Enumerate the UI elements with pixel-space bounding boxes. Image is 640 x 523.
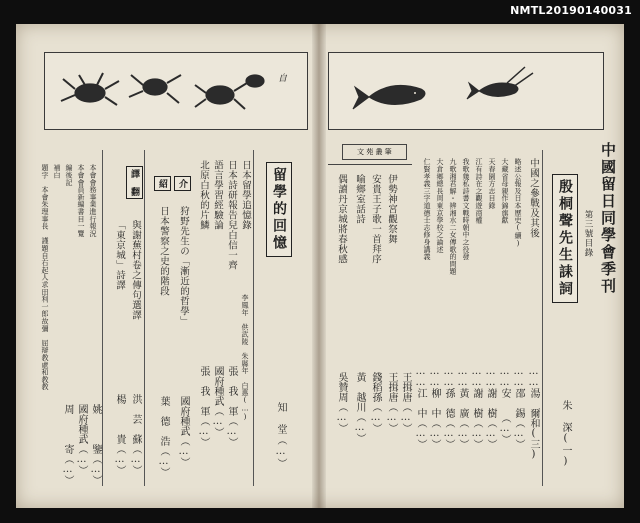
literary-title: 偶讀丹京城將春秋感 bbox=[336, 174, 347, 264]
translation-author: 楊 貴（…） bbox=[114, 394, 125, 475]
misc-entry-title: 補白 bbox=[53, 164, 61, 179]
section-label-translation: 譯 翻 bbox=[126, 166, 143, 199]
section-rule bbox=[328, 164, 412, 165]
misc-entry-author: 周 寄（…） bbox=[62, 404, 73, 485]
book-spread bbox=[16, 24, 624, 508]
literary-author: 吳贊周（…） bbox=[336, 372, 347, 433]
toc-entry-author: ……黃 廣（…） bbox=[457, 366, 468, 449]
misc-entry-author: 姚 鑒（…） bbox=[90, 404, 101, 485]
literary-title: 安貴王子歌一首拜序 bbox=[370, 174, 381, 264]
misc-entry-author: 國府種武（…） bbox=[76, 404, 87, 475]
section-label-intro: 介 bbox=[174, 176, 191, 191]
memoir-title: 日本詩研報告兒白信一齊 bbox=[226, 160, 237, 270]
archive-watermark: NMTL20190140031 bbox=[510, 4, 632, 17]
literary-author: 黃 越川（…） bbox=[354, 372, 365, 443]
toc-entry-title: 我歌幾私詩書文戰時朝中之役發 bbox=[462, 158, 470, 261]
feature-title-box: 留學的回憶 bbox=[266, 162, 292, 257]
column-rule bbox=[542, 150, 543, 486]
journal-title: 中國留日同學會季刊 bbox=[599, 142, 617, 295]
toc-entry-author: ……孫 德（…） bbox=[443, 366, 454, 449]
literary-author: 王揖唐（…） bbox=[386, 372, 397, 433]
misc-entry-title: 編後記 bbox=[65, 164, 73, 186]
misc-entry-title: 題字 本會朱理事長 謹題自右起人求田利一郎故彌 屈辯教處和教教 bbox=[41, 164, 49, 391]
memoir-author: 張 我 軍（…） bbox=[198, 366, 209, 447]
toc-entry-title: 九歌湘君解･辨湘水二女傳歌的問題 bbox=[449, 158, 457, 275]
misc-entry-title: 本會會務事業進行報況 bbox=[89, 164, 97, 237]
crab-illustration-banner bbox=[44, 52, 308, 130]
toc-entry-title: 略述公報及日本歷史(續) bbox=[514, 158, 522, 248]
intro-entry-author: 國府種武（…） bbox=[178, 396, 189, 467]
toc-entry-title: 天春園方志目錄 bbox=[488, 158, 496, 210]
column-rule bbox=[253, 150, 254, 486]
crab-drawing bbox=[45, 53, 307, 129]
shao-entry-author: 葉 德 浩（…） bbox=[158, 396, 169, 477]
fish-illustration-banner bbox=[328, 52, 604, 130]
memoir-title: 北原白秋的片鱗 bbox=[198, 160, 209, 230]
left-page bbox=[16, 24, 316, 508]
toc-entry-author: ……湯 爾和(三) bbox=[528, 366, 539, 460]
misc-entry-title: 本會會員新編書目一覽 bbox=[77, 164, 85, 237]
translation-author: 洪 芸 蘇（…） bbox=[130, 394, 141, 475]
toc-entry-author: ……江 中（…） bbox=[415, 366, 426, 449]
translation-title: 「東京城」詩譯 bbox=[114, 220, 125, 290]
literary-title: 喻鄉室話詩 bbox=[354, 174, 365, 224]
literary-author: 錢稻孫（…） bbox=[370, 372, 381, 433]
toc-entry-title: 大藏省母親作錦旗獻 bbox=[501, 158, 509, 224]
memoir-title: 日本留學追憶錄 bbox=[240, 160, 251, 230]
memoir-author: 國府種武（…） bbox=[212, 366, 223, 437]
shao-entry-title: 日本警察之史的階段 bbox=[158, 206, 169, 296]
memoir-title: 語言學習經驗論 bbox=[212, 160, 223, 230]
right-page bbox=[320, 24, 624, 508]
toc-entry-title: 中國之參戰及其後 bbox=[528, 158, 539, 238]
feature-author: 朱 深(一) bbox=[560, 400, 571, 468]
literary-title: 伊勢神宮觀祭舞 bbox=[386, 174, 397, 244]
toc-entry-title: 大倉鄉總長周東京學校之論述 bbox=[436, 158, 444, 253]
toc-entry-author: ……柳 中（…） bbox=[429, 366, 440, 449]
section-label-shao: 紹 bbox=[154, 176, 171, 191]
feature-title-box: 殷桐聲先生誄詞 bbox=[552, 174, 578, 303]
toc-entry-author: ……邵 錫（…） bbox=[513, 366, 524, 449]
intro-entry-title: 狩野先生の「漸近的哲學」 bbox=[178, 206, 189, 326]
fish-drawing bbox=[329, 53, 603, 129]
column-rule bbox=[144, 150, 145, 486]
toc-entry-title: 江有詩在之觀遊商權 bbox=[475, 158, 483, 224]
memoir-author: 張 我 軍（…） bbox=[226, 366, 237, 447]
toc-entry-author: ……謝 樹（…） bbox=[485, 366, 496, 449]
feature-author: 知 堂（…） bbox=[275, 402, 286, 469]
literary-author: 王揖唐（…） bbox=[400, 372, 411, 433]
memoir-author: 李鳳年 供武陵 朱縣年 白惠(…) bbox=[241, 294, 249, 422]
issue-info: 第三號目錄 bbox=[583, 210, 593, 258]
translation-title: 與謝蕪村卷之傳句選譯 bbox=[130, 220, 141, 320]
toc-entry-title: 仁賢孝義三字道德士志修身講義 bbox=[423, 158, 431, 261]
toc-entry-author: ……安 （…） bbox=[499, 366, 510, 444]
artist-signature: 自 bbox=[276, 73, 286, 82]
toc-entry-author: ……謝 樹（…） bbox=[471, 366, 482, 449]
literary-section-header: 文 苑 叢 筆 bbox=[342, 144, 407, 160]
